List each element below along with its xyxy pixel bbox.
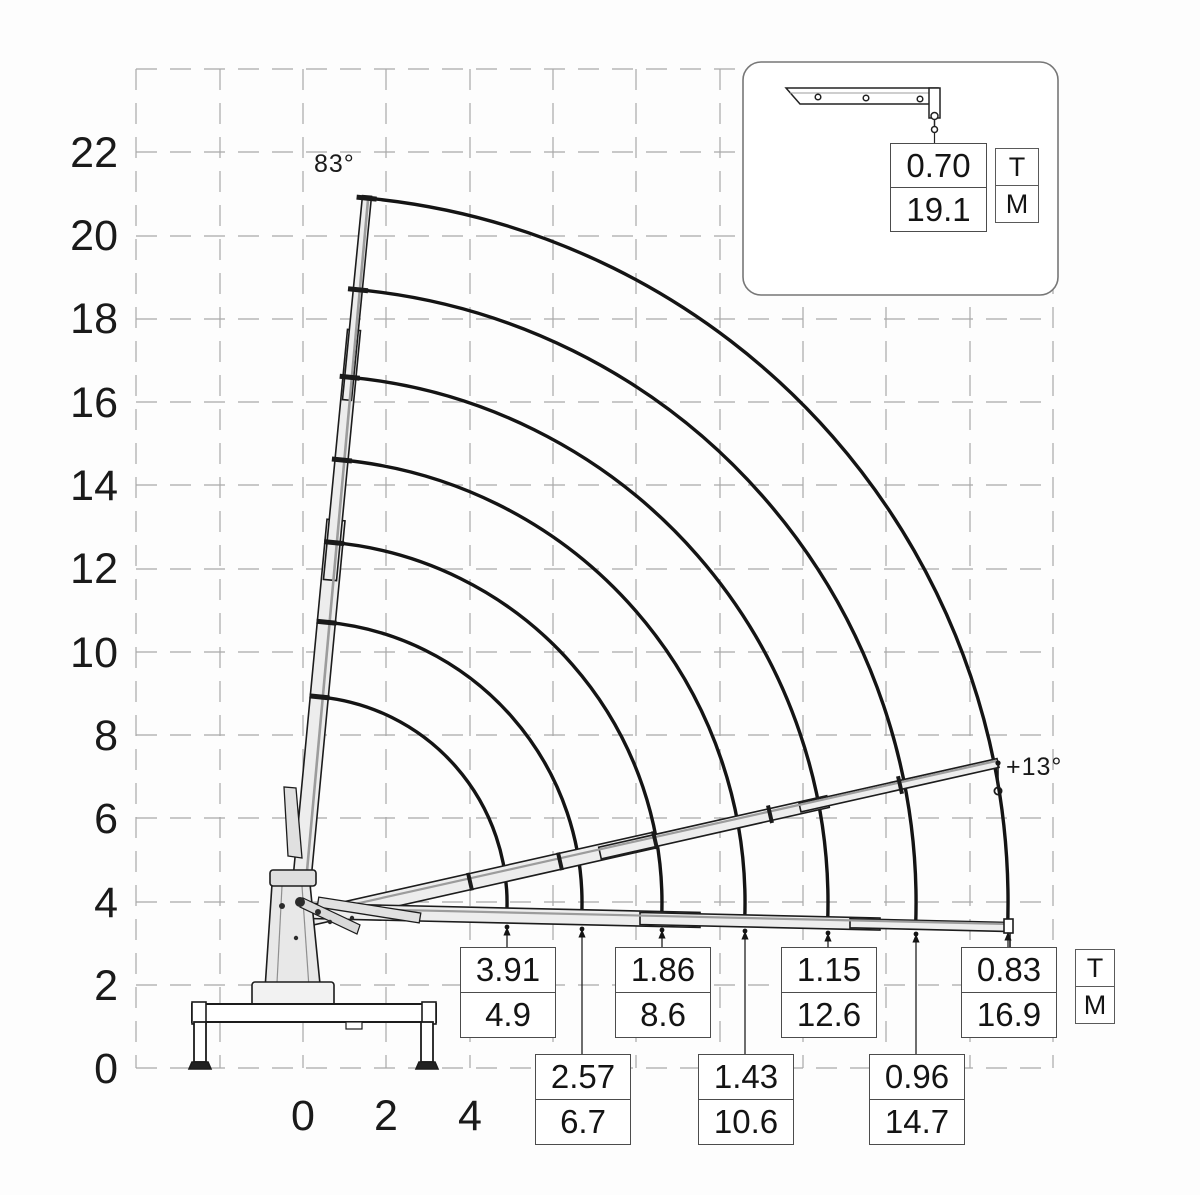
capacity-tons: 1.86 [630, 951, 696, 988]
x-axis-tick: 2 [374, 1092, 398, 1140]
unit-meters-label: M [996, 185, 1038, 222]
unit-meters-label: M [1076, 986, 1114, 1023]
y-axis-tick: 22 [70, 129, 118, 177]
capacity-meters: 10.6 [699, 1099, 793, 1144]
capacity-arc [358, 290, 916, 927]
capacity-arc [342, 460, 745, 920]
capacity-tons: 1.43 [713, 1058, 779, 1095]
outrigger-leg-right [421, 1022, 433, 1062]
capacity-meters: 6.7 [536, 1099, 630, 1144]
leader-lines [503, 927, 1011, 1054]
inset-capacity-tons: 0.70 [906, 147, 971, 184]
unit-legend-inset [995, 148, 1039, 223]
boom-raised-83deg [292, 196, 377, 893]
y-axis-tick: 0 [94, 1045, 118, 1093]
capacity-tons: 1.15 [796, 951, 862, 988]
capacity-tons: 0.96 [884, 1058, 950, 1095]
unit-legend-main [1075, 949, 1115, 1024]
capacity-box [698, 1054, 794, 1145]
inset-capacity-box [890, 143, 987, 232]
y-axis-tick: 4 [94, 879, 118, 927]
unit-tons-label: T [1086, 953, 1104, 983]
y-axis-tick: 20 [70, 212, 118, 260]
boom-plus13deg [306, 759, 1001, 926]
y-axis-tick: 2 [94, 962, 118, 1010]
y-axis-tick: 16 [70, 379, 118, 427]
hook-pin [931, 113, 938, 120]
y-axis-tick: 6 [94, 795, 118, 843]
y-axis-tick: 12 [70, 545, 118, 593]
outrigger-foot-right [416, 1062, 438, 1069]
capacity-meters: 4.9 [461, 992, 555, 1037]
working-envelope-arcs [320, 198, 1009, 930]
outrigger-beam [192, 1004, 436, 1022]
y-axis-tick: 14 [70, 462, 118, 510]
inset-capacity-meters: 19.1 [891, 187, 986, 231]
capacity-box [961, 947, 1057, 1038]
capacity-meters: 8.6 [616, 992, 710, 1037]
y-axis-tick: 18 [70, 295, 118, 343]
inner-mast [284, 787, 302, 858]
capacity-meters: 14.7 [870, 1099, 964, 1144]
capacity-meters: 12.6 [782, 992, 876, 1037]
capacity-tons: 2.57 [550, 1058, 616, 1095]
lower-boom-angle-label: +13° [1006, 753, 1063, 781]
capacity-tons: 0.83 [976, 951, 1042, 988]
capacity-box [535, 1054, 631, 1145]
unit-tons-label: T [1008, 152, 1026, 182]
capacity-meters: 16.9 [962, 992, 1056, 1037]
capacity-box [781, 947, 877, 1038]
y-axis-tick: 8 [94, 712, 118, 760]
outrigger-foot-left [189, 1062, 211, 1069]
capacity-box [615, 947, 711, 1038]
capacity-tons: 3.91 [475, 951, 541, 988]
y-axis-tick: 10 [70, 629, 118, 677]
upper-boom-angle-label: 83° [314, 150, 355, 178]
x-axis-tick: 0 [291, 1092, 315, 1140]
x-axis-tick: 4 [458, 1092, 482, 1140]
capacity-arc [334, 543, 662, 917]
capacity-box [460, 947, 556, 1038]
capacity-box [869, 1054, 965, 1145]
outrigger-leg-left [194, 1022, 206, 1062]
